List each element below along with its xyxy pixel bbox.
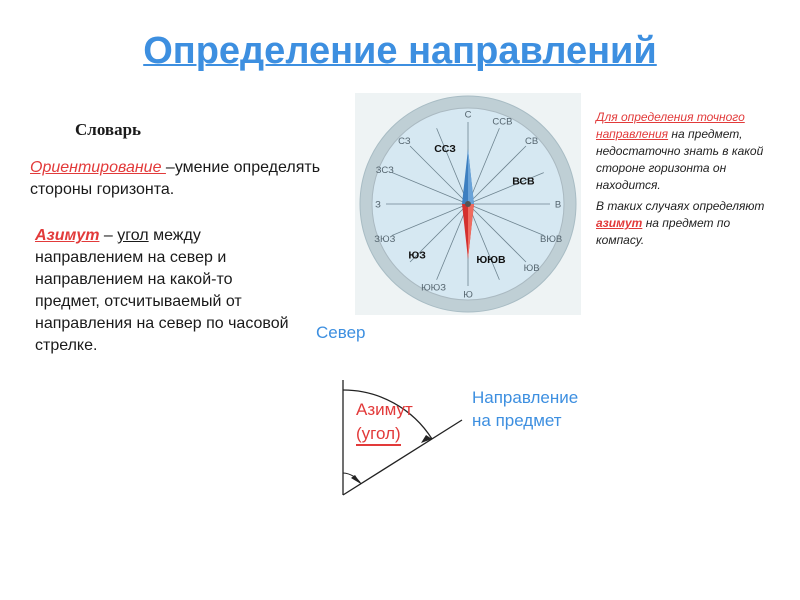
- compass-label: ВЮВ: [540, 233, 563, 245]
- orientation-term: Ориентирование: [30, 159, 166, 176]
- compass-label: Ю: [463, 289, 473, 301]
- compass-label: ЮВ: [523, 263, 540, 275]
- side-note: [596, 109, 781, 253]
- note-paragraph-1: [596, 109, 781, 194]
- azimuth-term: Азимут: [35, 227, 100, 244]
- orientation-definition: [30, 157, 330, 201]
- azimuth-text: между направлением на север и направлением на какой-то предмет, отсчитываемый от направления на север по часовой стрелке.: [35, 227, 289, 354]
- note-text-2a: В таких случаях определяют: [596, 199, 765, 213]
- note-text-2b: на предмет по компасу.: [596, 216, 731, 247]
- azimuth-angle-line-1: Азимут: [356, 400, 413, 419]
- note-text-1: на предмет, недостаточно знать в какой стороне горизонта он находится.: [596, 127, 764, 192]
- compass-label: С: [464, 109, 472, 121]
- compass-image: [355, 93, 581, 315]
- compass-label: ЮЮЗ: [421, 282, 447, 294]
- small-arrowhead: [351, 475, 361, 484]
- compass-label: ЮЗ: [408, 249, 426, 262]
- note-red-phrase: Для определения точного направления: [596, 110, 745, 141]
- compass-label: СВ: [525, 135, 539, 147]
- compass-label: ССЗ: [434, 143, 456, 156]
- needle-pivot: [465, 201, 471, 207]
- note-azimuth-term: азимут: [596, 216, 643, 230]
- orientation-text: –умение определять стороны горизонта.: [30, 159, 321, 198]
- azimuth-angle-line-2-wrap: [356, 422, 413, 446]
- compass-label: ЗЮЗ: [374, 233, 396, 245]
- compass-label: З: [375, 199, 381, 211]
- direction-label-line-2: на предмет: [472, 411, 562, 430]
- azimuth-angle-label: [356, 398, 413, 446]
- compass-label: СЗ: [398, 135, 411, 147]
- direction-label-line-1: Направление: [472, 388, 579, 407]
- page-title: Определение направлений: [143, 30, 657, 72]
- azimuth-definition: [35, 225, 295, 357]
- compass-label: ЗСЗ: [375, 165, 394, 177]
- note-paragraph-2: [596, 198, 781, 249]
- azimuth-angle-line-2: (угол): [356, 424, 401, 446]
- compass-label: В: [554, 199, 562, 211]
- compass-label: ВСВ: [512, 175, 535, 188]
- compass-label: ССВ: [492, 116, 513, 128]
- compass-label: ЮЮВ: [476, 253, 506, 266]
- direction-label: [472, 386, 578, 432]
- north-label: Север: [316, 323, 366, 342]
- vocabulary-heading: Словарь: [75, 120, 142, 139]
- angle-word: угол: [117, 227, 149, 244]
- azimuth-dash: –: [99, 227, 118, 244]
